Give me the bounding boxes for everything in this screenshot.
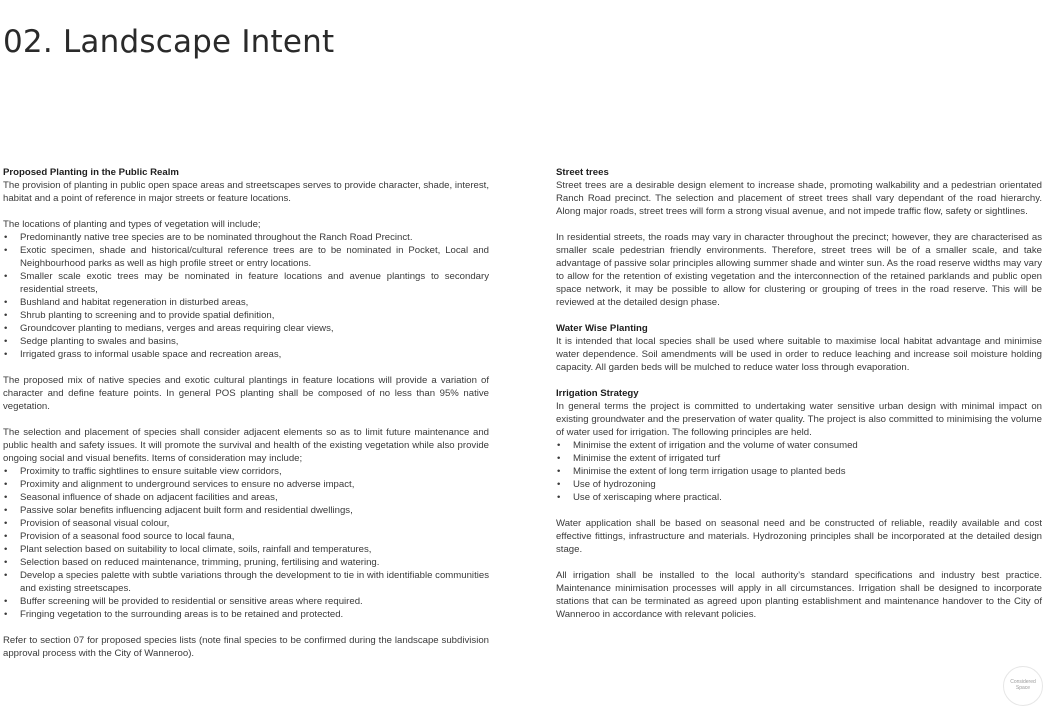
planting-intro: The provision of planting in public open space areas and streetscapes serves to provide character, shade, interest, habitat and a point of reference in major streets or feature locations. [3,180,489,204]
list-item: • Bushland and habitat regeneration in disturbed areas, [3,296,489,309]
selection-paragraph: The selection and placement of species shall consider adjacent elements so as to limit future maintenance and public health and safety issues. It will promote the survival and health of the existing vegetation while also provide ongoing social and visual benefits. Items of consideration may include; [3,427,489,464]
list-item: • Fringing vegetation to the surrounding areas is to be retained and protected. [3,608,489,621]
irrigation-paragraph: In general terms the project is committed to undertaking water sensitive urban design with minimal impact on existing groundwater and the preservation of water quality. The project is also committed to minimising the volume of water used for irrigation. The following principles are held. [556,401,1042,438]
list-item: • Proximity and alignment to underground services to ensure no adverse impact, [3,478,489,491]
list-item: • Passive solar benefits influencing adjacent built form and residential dwellings, [3,504,489,517]
page-title: 02. Landscape Intent [3,24,335,60]
list-item: • Minimise the extent of irrigation and the volume of water consumed [556,439,1042,452]
list-item: • Selection based on reduced maintenance, trimming, pruning, fertilising and watering. [3,556,489,569]
street-trees-heading: Street trees [556,167,609,178]
list-item: • Smaller scale exotic trees may be nominated in feature locations and avenue plantings to secondary residential streets, [3,270,489,296]
irrigation-list [556,439,1042,504]
street-trees-paragraph-1: Street trees are a desirable design element to increase shade, promoting walkability and a pedestrian orientated Ranch Road precinct. The selection and placement of street trees shall vary dependant of the road hierarchy. Along major roads, street trees will form a strong visual avenue, and not impede traffic flow, safety or sightlines. [556,180,1042,217]
locations-list [3,231,489,361]
list-item: • Use of xeriscaping where practical. [556,491,1042,504]
list-item: • Shrub planting to screening and to provide spatial definition, [3,309,489,322]
list-item: • Seasonal influence of shade on adjacent facilities and areas, [3,491,489,504]
right-column [556,166,1042,621]
consideration-list [3,465,489,621]
water-wise-heading: Water Wise Planting [556,323,648,334]
list-item: • Predominantly native tree species are to be nominated throughout the Ranch Road Precinct. [3,231,489,244]
list-item: • Minimise the extent of long term irrigation usage to planted beds [556,465,1042,478]
list-item: • Use of hydrozoning [556,478,1042,491]
planting-heading: Proposed Planting in the Public Realm [3,167,179,178]
logo-text-line-1: Considered [1010,679,1036,685]
list-item: • Sedge planting to swales and basins, [3,335,489,348]
list-item: • Proximity to traffic sightlines to ensure suitable view corridors, [3,465,489,478]
list-item: • Develop a species palette with subtle variations through the development to tie in with identifiable communities and existing streetscapes. [3,569,489,595]
locations-intro: The locations of planting and types of vegetation will include; [3,219,261,230]
list-item: • Minimise the extent of irrigated turf [556,452,1042,465]
left-column [3,166,489,660]
water-application-paragraph: Water application shall be based on seasonal need and be constructed of reliable, readily available and cost effective fittings, infrastructure and materials. Hydrozoning principles shall be incorporated at the detailed design stage. [556,518,1042,555]
list-item: • Plant selection based on suitability to local climate, soils, rainfall and temperatures, [3,543,489,556]
list-item: • Groundcover planting to medians, verges and areas requiring clear views, [3,322,489,335]
list-item: • Exotic specimen, shade and historical/cultural reference trees are to be nominated in Pocket, Local and Neighbourhood parks as well as high profile street or entry locations. [3,244,489,270]
water-wise-paragraph: It is intended that local species shall be used where suitable to maximise local habitat advantage and minimise water dependence. Soil amendments will be used in order to reduce leaching and increase soil moisture holding capacity. All garden beds will be mulched to reduce water loss through evaporation. [556,336,1042,373]
list-item: • Provision of a seasonal food source to local fauna, [3,530,489,543]
company-logo-stamp [1003,666,1043,706]
mix-paragraph: The proposed mix of native species and exotic cultural plantings in feature locations will provide a variation of character and define feature points. In general POS planting shall be composed of no less than 95% native vegetation. [3,375,489,412]
irrigation-installation-paragraph: All irrigation shall be installed to the local authority’s standard specifications and industry best practice. Maintenance minimisation processes will apply in all circumstances. Irrigation shall be designed to incorporate stations that can be terminated as agreed upon planting establishment and maintenance handover to the City of Wanneroo in accordance with relevant policies. [556,570,1042,620]
list-item: • Irrigated grass to informal usable space and recreation areas, [3,348,489,361]
irrigation-heading: Irrigation Strategy [556,388,639,399]
logo-text-line-2: Space [1015,685,1031,691]
refer-paragraph: Refer to section 07 for proposed species lists (note final species to be confirmed during the landscape subdivision approval process with the City of Wanneroo). [3,635,489,659]
list-item: • Provision of seasonal visual colour, [3,517,489,530]
list-item: • Buffer screening will be provided to residential or sensitive areas where required. [3,595,489,608]
street-trees-paragraph-2: In residential streets, the roads may vary in character throughout the precinct; however, they are characterised as smaller scale pedestrian friendly environments. Therefore, street trees will be of a smaller scale, and take advantage of passive solar principles allowing summer shade and winter sun. As the road reserve widths may vary to allow for the retention of existing vegetation and the interconnection of the retained parklands and public open space network, it may be possible to allow for clustering or grouping of trees in the road reserve. This will be reviewed at the detailed design phase. [556,232,1042,308]
